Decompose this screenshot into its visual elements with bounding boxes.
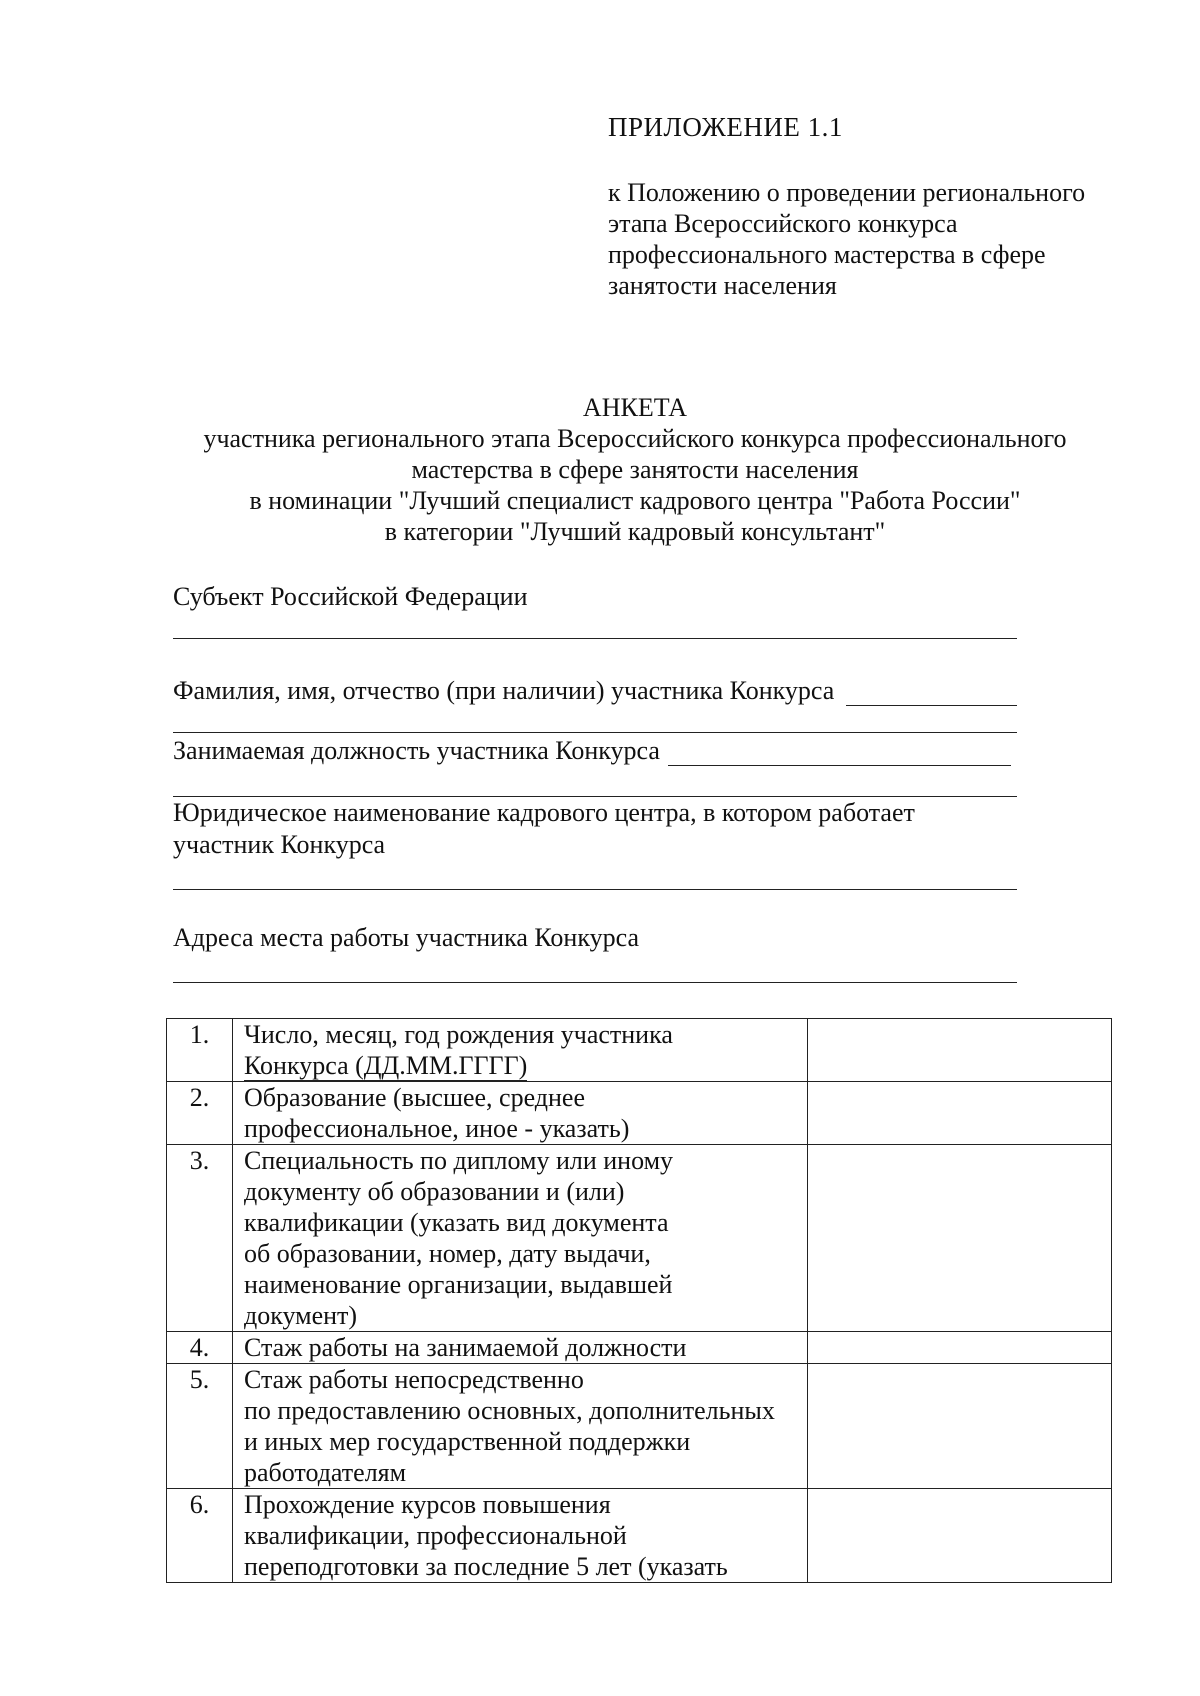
row-answer-cell[interactable] — [808, 1332, 1112, 1364]
full-name-input-line-2[interactable] — [173, 732, 1017, 733]
row-number: 6. — [167, 1489, 233, 1583]
full-name-input-line[interactable] — [846, 705, 1017, 706]
row-question-line: наименование организации, выдавшей — [244, 1270, 673, 1299]
form-subheading-line: участника регионального этапа Всероссийского конкурса профессионального — [203, 424, 1067, 453]
table-row — [167, 1145, 1112, 1332]
row-question — [233, 1364, 808, 1489]
row-question-line: квалификации (указать вид документа — [244, 1208, 669, 1237]
row-question-line: квалификации, профессиональной — [244, 1521, 627, 1550]
form-heading: АНКЕТА — [582, 393, 688, 422]
table-row — [167, 1082, 1112, 1145]
appendix-reference — [608, 177, 1128, 301]
full-name-label: Фамилия, имя, отчество (при наличии) участника Конкурса — [173, 676, 835, 705]
address-input-line[interactable] — [173, 982, 1017, 983]
position-label: Занимаемая должность участника Конкурса — [173, 736, 660, 765]
table-row — [167, 1489, 1112, 1583]
row-answer-cell[interactable] — [808, 1489, 1112, 1583]
row-question-line: работодателям — [244, 1458, 407, 1487]
organization-label-cont: участник Конкурса — [173, 830, 386, 859]
row-answer-cell[interactable] — [808, 1019, 1112, 1082]
row-question-line: документ) — [244, 1301, 358, 1330]
row-question-line: Число, месяц, год рождения участника — [244, 1020, 673, 1049]
form-subheading-line: в номинации "Лучший специалист кадрового центра "Работа России" — [249, 486, 1021, 515]
appendix-ref-line: занятости населения — [608, 271, 837, 300]
row-number: 5. — [167, 1364, 233, 1489]
form-subheading-line: мастерства в сфере занятости населения — [411, 455, 859, 484]
position-input-line[interactable] — [668, 765, 1011, 766]
appendix-ref-line: этапа Всероссийского конкурса — [608, 209, 958, 238]
row-question-line: и иных мер государственной поддержки — [244, 1427, 691, 1456]
organization-label: Юридическое наименование кадрового центра, в котором работает — [173, 798, 915, 827]
row-number: 3. — [167, 1145, 233, 1332]
row-answer-cell[interactable] — [808, 1082, 1112, 1145]
row-question-line-text: Конкурса (ДД.ММ.ГГГГ) — [244, 1051, 528, 1080]
form-header — [0, 392, 1200, 547]
form-subheading-line: в категории "Лучший кадровый консультант" — [384, 517, 886, 546]
address-label: Адреса места работы участника Конкурса — [173, 923, 639, 952]
row-question-line — [244, 1050, 807, 1081]
row-question-line: Прохождение курсов повышения — [244, 1490, 611, 1519]
row-question — [233, 1145, 808, 1332]
row-question-line: Специальность по диплому или иному — [244, 1146, 674, 1175]
row-question — [233, 1019, 808, 1082]
appendix-ref-line: профессионального мастерства в сфере — [608, 240, 1046, 269]
row-question-line: Стаж работы на занимаемой должности — [244, 1333, 687, 1362]
row-question — [233, 1332, 808, 1364]
row-question-line: Образование (высшее, среднее — [244, 1083, 586, 1112]
row-question-line: Стаж работы непосредственно — [244, 1365, 584, 1394]
row-question — [233, 1489, 808, 1583]
table-row — [167, 1019, 1112, 1082]
region-label: Субъект Российской Федерации — [173, 582, 528, 611]
row-answer-cell[interactable] — [808, 1364, 1112, 1489]
row-number: 1. — [167, 1019, 233, 1082]
region-input-line[interactable] — [173, 638, 1017, 639]
row-question — [233, 1082, 808, 1145]
table-row — [167, 1364, 1112, 1489]
position-input-line-2[interactable] — [173, 796, 1017, 797]
questionnaire-table — [166, 1018, 1112, 1583]
row-question-line: по предоставлению основных, дополнительных — [244, 1396, 775, 1425]
row-question-line: переподготовки за последние 5 лет (указать — [244, 1552, 728, 1581]
row-question-line: профессиональное, иное - указать) — [244, 1114, 630, 1143]
row-number: 4. — [167, 1332, 233, 1364]
table-row — [167, 1332, 1112, 1364]
row-answer-cell[interactable] — [808, 1145, 1112, 1332]
row-number: 2. — [167, 1082, 233, 1145]
row-question-line: документу об образовании и (или) — [244, 1177, 625, 1206]
row-question-line: об образовании, номер, дату выдачи, — [244, 1239, 651, 1268]
appendix-title: ПРИЛОЖЕНИЕ 1.1 — [608, 112, 843, 142]
appendix-ref-line: к Положению о проведении регионального — [608, 178, 1086, 207]
organization-input-line[interactable] — [173, 889, 1017, 890]
